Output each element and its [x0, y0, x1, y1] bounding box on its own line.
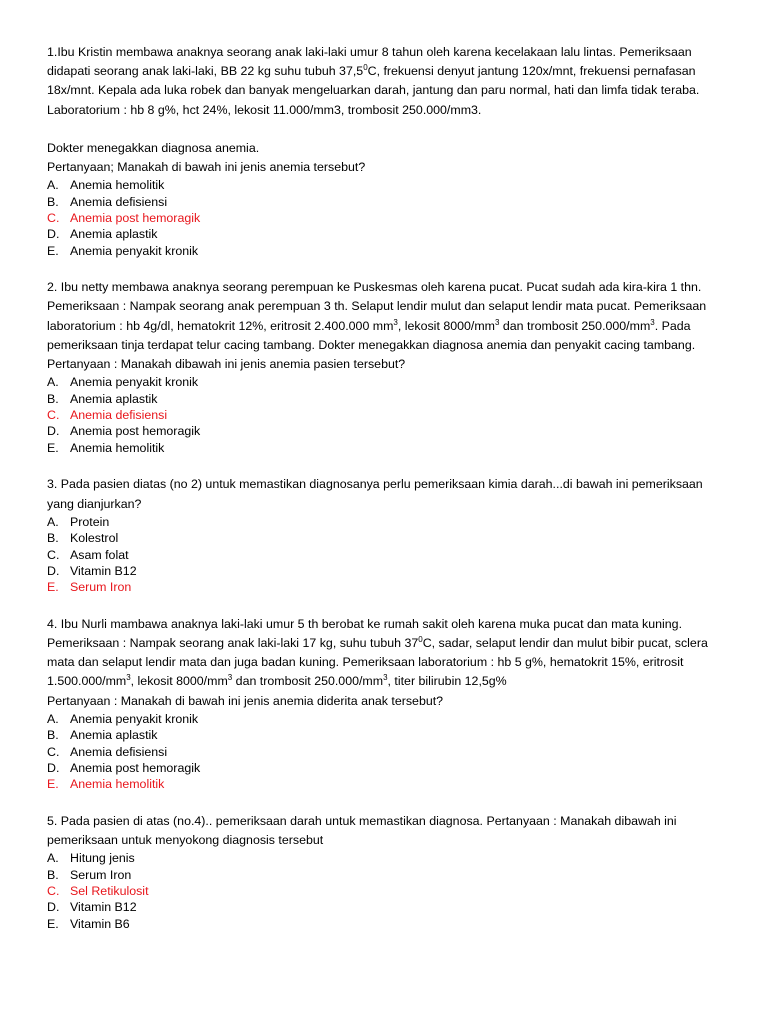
superscript: 0 [418, 634, 423, 644]
superscript: 3 [494, 317, 500, 327]
option-text: Anemia defisiensi [70, 408, 168, 423]
option-letter: E. [47, 777, 59, 792]
superscript: 3 [383, 673, 388, 683]
option-text: Anemia hemolitik [70, 777, 165, 792]
superscript: 3 [650, 317, 655, 327]
superscript: 0 [363, 63, 368, 73]
option-letter: D. [47, 760, 60, 775]
option-letter: C. [47, 744, 60, 759]
option-letter: E. [47, 440, 59, 455]
option-letter: A. [47, 375, 59, 390]
option-letter: B. [47, 391, 59, 406]
option-letter: D. [47, 900, 60, 915]
option-text: Serum Iron [70, 580, 132, 595]
question-stem: 5. Pada pasien di atas (no.4).. pemeriksaan darah untuk memastikan diagnosa. Pertanyaan : Manakah dibawah ini pemeriksaan untuk menyokong diagnosis tersebut [47, 813, 677, 847]
answer-option [47, 514, 728, 530]
question-stem: 3. Pada pasien diatas (no 2) untuk memastikan diagnosanya perlu pemeriksaan kimia darah...di bawah ini pemeriksaan yang dianjurkan? [47, 477, 703, 511]
option-letter: A. [47, 851, 59, 866]
answer-option [47, 899, 728, 915]
answer-option-correct [47, 210, 728, 226]
answer-options [47, 177, 728, 259]
answer-option [47, 744, 728, 760]
option-letter: B. [47, 531, 59, 546]
answer-option-correct [47, 579, 728, 595]
option-text: Anemia hemolitik [70, 440, 165, 455]
answer-option [47, 711, 728, 727]
option-letter: E. [47, 580, 59, 595]
answer-option [47, 440, 728, 456]
option-text: Anemia aplastik [70, 728, 158, 743]
answer-option-correct [47, 883, 728, 899]
answer-option [47, 374, 728, 390]
option-letter: B. [47, 867, 59, 882]
answer-option [47, 194, 728, 210]
answer-option [47, 391, 728, 407]
option-text: Protein [70, 514, 110, 529]
answer-option-correct [47, 407, 728, 423]
superscript: 3 [393, 317, 398, 327]
option-text: Vitamin B6 [70, 916, 130, 931]
question-stem: 2. Ibu netty membawa anaknya seorang perempuan ke Puskesmas oleh karena pucat. Pucat sudah ada kira-kira 1 thn. Pemeriksaan : Nampak seorang anak perempuan 3 th. Selaput lendir mulut dan selaput lendir mata pucat. Pemeriksaan laboratorium : hb 4g/dl, hematokrit 12%, eritrosit 2.400.000 $mm^3$, lekosit $8000/mm^3$ dan trombosit $250.000/mm^3$. Pada pemeriksaan tinja terdapat telur cacing tambang. Dokter menegakkan diagnosa anemia dan penyakit cacing tambang. Pertanyaan : Manakah dibawah ini jenis anemia pasien tersebut? [47, 280, 707, 372]
option-text: Anemia penyakit kronik [70, 243, 199, 258]
option-text: Sel Retikulosit [70, 884, 149, 898]
option-text: Anemia defisiensi [70, 194, 168, 209]
superscript: 3 [126, 673, 131, 683]
answer-option-correct [47, 776, 728, 792]
answer-option [47, 423, 728, 439]
option-letter: D. [47, 563, 60, 578]
option-text: Asam folat [70, 547, 129, 562]
answer-options [47, 850, 728, 932]
answer-option [47, 530, 728, 546]
answer-option [47, 563, 728, 579]
option-text: Anemia defisiensi [70, 744, 168, 759]
option-letter: C. [47, 547, 60, 562]
option-letter: A. [47, 711, 59, 726]
answer-option [47, 226, 728, 242]
option-text: Anemia hemolitik [70, 178, 165, 193]
answer-options [47, 374, 728, 456]
question-stem: 1.Ibu Kristin membawa anaknya seorang anak laki-laki umur 8 tahun oleh karena kecelakaan lalu lintas. Pemeriksaan didapati seorang anak laki-laki, BB 22 kg suhu tubuh 37,5$^0$C, frekuensi denyut jantung 120x/mnt, frekuensi pernafasan 18x/mnt. Kepala ada luka robek dan banyak mengeluarkan darah, jantung dan paru normal, hati dan limfa tidak teraba. Laboratorium : hb 8 g%, hct 24%, lekosit 11.000/mm3, trombosit 250.000/mm3. [47, 45, 700, 117]
answer-option [47, 243, 728, 259]
option-text: Anemia aplastik [70, 391, 158, 406]
option-text: Anemia post hemoragik [70, 760, 201, 775]
option-text: Anemia post hemoragik [70, 211, 201, 226]
answer-options [47, 514, 728, 596]
question-stem: 4. Ibu Nurli mambawa anaknya laki-laki umur 5 th berobat ke rumah sakit oleh karena muka pucat dan mata kuning. Pemeriksaan : Nampak seorang anak laki-laki 17 kg, suhu tubuh $37^0C$, sadar, selaput lendir dan mulut bibir pucat, sclera mata dan selaput lendir mata dan juga badan kuning. Pemeriksaan laboratorium : hb 5 g%, hematokrit 15%, eritrosit $1.500.000/mm^3$, lekosit $8000/mm^3$ dan trombosit $250.000/mm^3$, titer bilirubin 12,5g% Pertanyaan : Manakah di bawah ini jenis anemia diderita anak tersebut? [47, 616, 708, 708]
answer-option [47, 867, 728, 883]
option-letter: B. [47, 728, 59, 743]
question-block [47, 615, 728, 793]
answer-option [47, 177, 728, 193]
option-letter: E. [47, 916, 59, 931]
answer-option [47, 916, 728, 932]
option-text: Anemia post hemoragik [70, 424, 201, 439]
question-block [47, 812, 728, 932]
option-letter: C. [47, 211, 60, 226]
option-letter: C. [47, 884, 60, 898]
answer-option [47, 727, 728, 743]
option-letter: E. [47, 243, 59, 258]
answer-option [47, 547, 728, 563]
option-text: Anemia penyakit kronik [70, 711, 199, 726]
option-letter: D. [47, 424, 60, 439]
option-letter: A. [47, 178, 59, 193]
option-letter: C. [47, 408, 60, 423]
answer-option [47, 850, 728, 866]
option-text: Kolestrol [70, 531, 119, 546]
option-text: Vitamin B12 [70, 900, 137, 915]
option-text: Hitung jenis [70, 851, 135, 866]
question-block [47, 278, 728, 456]
option-text: Anemia penyakit kronik [70, 375, 199, 390]
answer-option [47, 760, 728, 776]
option-letter: D. [47, 227, 60, 242]
option-letter: B. [47, 194, 59, 209]
question-block [47, 43, 728, 259]
answer-options [47, 711, 728, 793]
option-text: Anemia aplastik [70, 227, 158, 242]
question-block [47, 475, 728, 595]
option-letter: A. [47, 514, 59, 529]
question-prompt: Dokter menegakkan diagnosa anemia. Pertanyaan; Manakah di bawah ini jenis anemia tersebut? [47, 140, 366, 175]
superscript: 3 [227, 673, 233, 683]
option-text: Vitamin B12 [70, 563, 137, 578]
option-text: Serum Iron [70, 867, 132, 882]
